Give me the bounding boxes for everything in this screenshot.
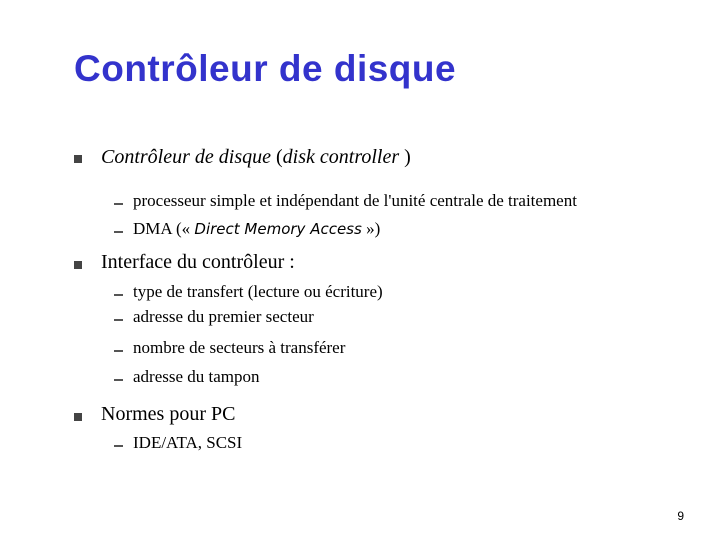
- bullet-text-italic: disk controller: [282, 146, 400, 168]
- sub-bullet-text-plain: »): [361, 219, 381, 238]
- dash-bullet-icon: [114, 350, 123, 352]
- sub-bullet-text: adresse du premier secteur: [133, 307, 314, 326]
- sub-bullet-text: IDE/ATA, SCSI: [133, 433, 243, 452]
- sub-bullet-text-plain: DMA («: [133, 219, 195, 238]
- slide-title: Contrôleur de disque: [74, 48, 457, 89]
- dash-bullet-icon: [114, 379, 123, 381]
- sub-bullet-text: nombre de secteurs à transférer: [133, 338, 346, 357]
- bullet-text-italic: Contrôleur de disque: [101, 146, 271, 168]
- sub-bullet-text-italic: Direct Memory Access: [194, 220, 362, 238]
- page-number: 9: [677, 509, 684, 523]
- sub-bullet-text: processeur simple et indépendant de l'unité centrale de traitement: [133, 191, 577, 210]
- bullet-text-plain: ): [399, 146, 411, 168]
- square-bullet-icon: [74, 261, 82, 269]
- dash-bullet-icon: [114, 294, 123, 296]
- sub-bullet-text: [133, 219, 380, 239]
- bullet-text: [101, 146, 411, 169]
- dash-bullet-icon: [114, 203, 123, 205]
- dash-bullet-icon: [114, 231, 123, 233]
- bullet-text: Normes pour PC: [101, 403, 236, 425]
- dash-bullet-icon: [114, 445, 123, 447]
- sub-bullet-text: type de transfert (lecture ou écriture): [133, 282, 383, 301]
- bullet-text: Interface du contrôleur :: [101, 251, 295, 273]
- bullet-text-plain: (: [271, 146, 283, 168]
- square-bullet-icon: [74, 413, 82, 421]
- square-bullet-icon: [74, 155, 82, 163]
- dash-bullet-icon: [114, 319, 123, 321]
- sub-bullet-text: adresse du tampon: [133, 367, 260, 386]
